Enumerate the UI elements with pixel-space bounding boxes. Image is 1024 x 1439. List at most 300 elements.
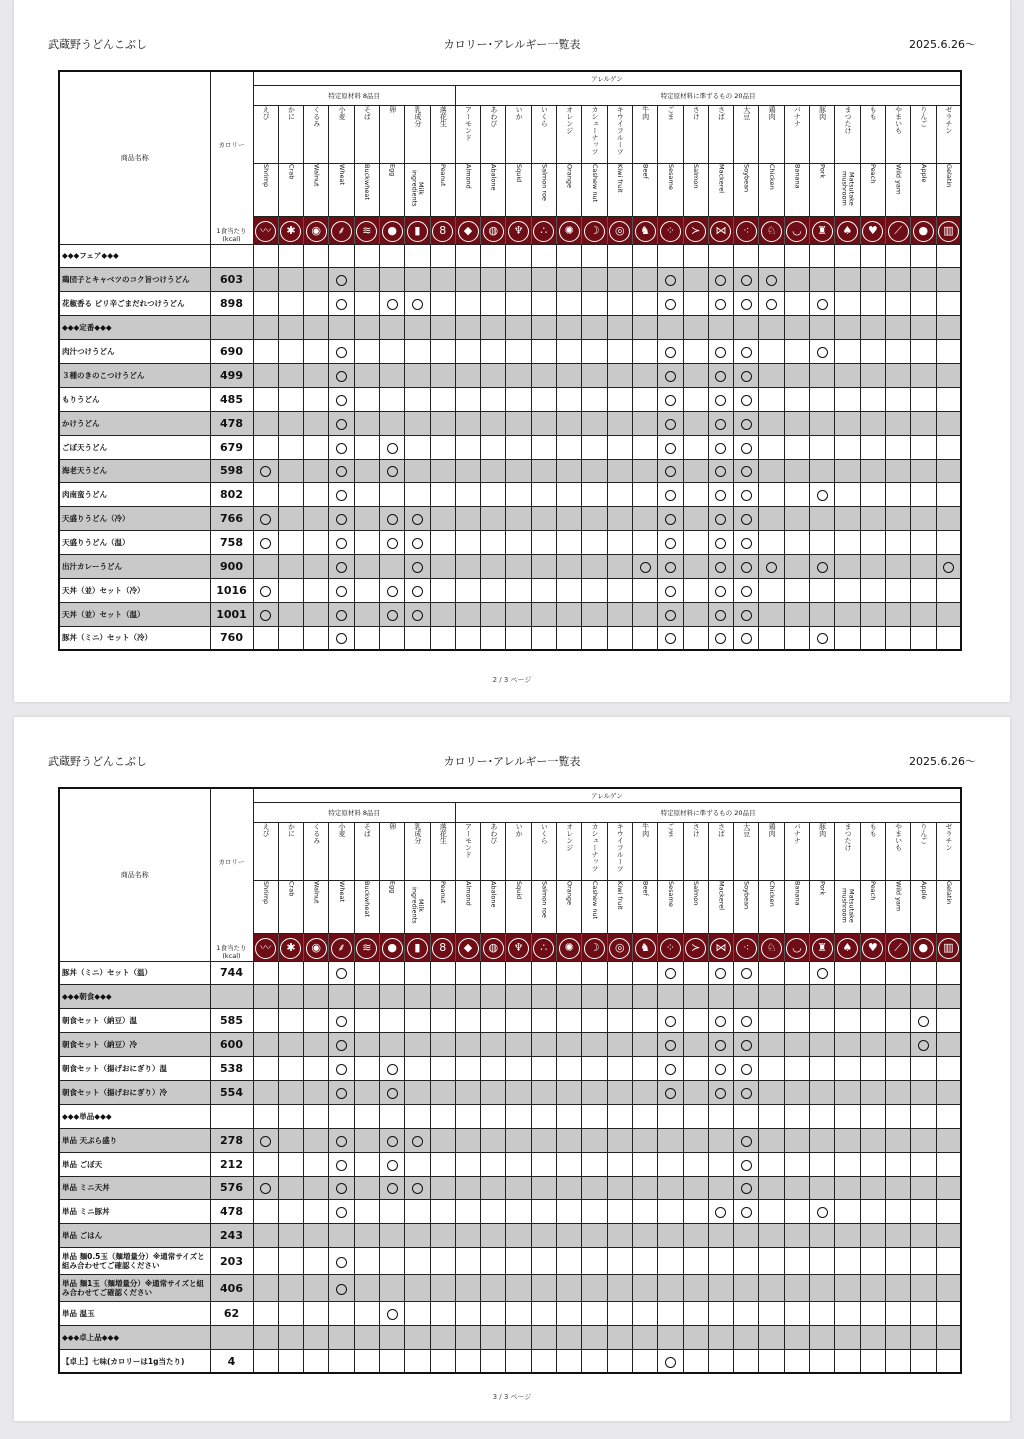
product-name: 天盛りうどん（冷） [59, 507, 210, 531]
allergen-icon-cell [506, 216, 531, 244]
allergen-cell [835, 1224, 860, 1248]
allergen-cell [430, 602, 455, 626]
allergen-cell [253, 1200, 278, 1224]
allergen-cell [405, 340, 430, 364]
allergen-cell [582, 1033, 607, 1057]
allergen-icon-cell [784, 216, 809, 244]
allergen-cell [607, 459, 632, 483]
allergen-en-name: Wheat [329, 163, 354, 216]
allergen-jp-name: あわび [481, 105, 506, 163]
allergen-cell [329, 1057, 354, 1081]
chicken-icon: ♘ [761, 938, 782, 959]
allergen-cell [911, 602, 936, 626]
allergen-cell [708, 626, 733, 650]
allergen-cell [860, 1349, 885, 1373]
banana-icon: ◡ [786, 938, 807, 959]
allergen-cell [329, 459, 354, 483]
allergen-cell [860, 1009, 885, 1033]
specific-20-header: 特定原材料に準ずるもの 20品目 [455, 85, 961, 105]
allergen-cell [784, 602, 809, 626]
allergen-cell [506, 1057, 531, 1081]
contains-mark [260, 610, 271, 621]
allergen-cell [557, 531, 582, 555]
allergen-cell [708, 1275, 733, 1302]
allergen-cell [784, 1224, 809, 1248]
allergen-en-name: Crab [278, 880, 303, 933]
allergen-cell [582, 411, 607, 435]
allergen-icon-cell [304, 933, 329, 961]
allergen-cell [557, 387, 582, 411]
product-name: かけうどん [59, 411, 210, 435]
allergen-cell [253, 1033, 278, 1057]
allergen-cell [481, 1248, 506, 1275]
allergen-cell [860, 578, 885, 602]
allergen-cell [506, 316, 531, 340]
contains-mark [336, 514, 347, 525]
contains-mark [387, 1160, 398, 1171]
allergen-cell [304, 602, 329, 626]
orange-icon: ✺ [559, 221, 580, 242]
allergen-cell [734, 1302, 759, 1326]
allergen-cell [329, 961, 354, 985]
allergen-cell [329, 602, 354, 626]
contains-mark [665, 586, 676, 597]
allergen-cell [607, 985, 632, 1009]
allergen-cell [632, 1302, 657, 1326]
allergen-jp-name: オレンジ [557, 105, 582, 163]
allergen-cell [379, 1176, 404, 1200]
allergen-cell [936, 459, 961, 483]
allergen-cell [734, 268, 759, 292]
allergen-cell [632, 578, 657, 602]
allergen-cell [810, 1080, 835, 1104]
allergen-cell [658, 268, 683, 292]
contains-mark [715, 1088, 726, 1099]
allergen-cell [860, 626, 885, 650]
allergen-cell [936, 292, 961, 316]
allergen-cell [911, 244, 936, 268]
allergen-cell [658, 316, 683, 340]
product-name: 単品 ミニ天丼 [59, 1176, 210, 1200]
contains-mark [336, 1064, 347, 1075]
allergen-cell [329, 578, 354, 602]
allergen-cell [911, 316, 936, 340]
product-name: 海老天うどん [59, 459, 210, 483]
allergen-cell [708, 555, 733, 579]
allergen-cell [936, 1152, 961, 1176]
allergen-cell [860, 961, 885, 985]
allergen-cell [658, 1349, 683, 1373]
allergen-cell [430, 1176, 455, 1200]
allergen-en-name: Orange [557, 163, 582, 216]
allergen-cell [759, 531, 784, 555]
allergen-cell [810, 1057, 835, 1081]
contains-mark [741, 562, 752, 573]
allergen-cell [278, 316, 303, 340]
allergen-cell [734, 459, 759, 483]
allergen-cell [455, 1248, 480, 1275]
allergen-cell [531, 1057, 556, 1081]
allergen-en-name: Almond [455, 163, 480, 216]
allergen-cell [860, 1200, 885, 1224]
allergen-cell [936, 507, 961, 531]
allergen-cell [911, 555, 936, 579]
allergen-icon-cell [607, 933, 632, 961]
allergen-cell [329, 363, 354, 387]
allergen-cell [531, 1275, 556, 1302]
section-row [59, 316, 961, 340]
allergen-icon-cell [810, 216, 835, 244]
squid-icon: ♆ [508, 938, 529, 959]
product-name: 単品 ごぼ天 [59, 1152, 210, 1176]
allergen-cell [557, 1275, 582, 1302]
contains-mark [741, 347, 752, 358]
calorie-value [210, 244, 253, 268]
calorie-value: 478 [210, 411, 253, 435]
allergen-cell [354, 1057, 379, 1081]
calorie-value: 744 [210, 961, 253, 985]
allergen-en-name: Walnut [304, 880, 329, 933]
allergen-cell [683, 244, 708, 268]
calorie-value: 4 [210, 1349, 253, 1373]
allergen-cell [481, 1009, 506, 1033]
product-name: 出汁カレーうどん [59, 555, 210, 579]
allergen-cell [582, 459, 607, 483]
peanut-icon: 8 [432, 938, 453, 959]
allergen-cell [430, 626, 455, 650]
allergen-cell [582, 1200, 607, 1224]
allergen-cell [582, 1275, 607, 1302]
allergen-cell [354, 578, 379, 602]
allergen-cell [911, 411, 936, 435]
allergen-cell [557, 1200, 582, 1224]
table-row [59, 555, 961, 579]
allergen-cell [708, 1033, 733, 1057]
allergen-cell [354, 1152, 379, 1176]
contains-mark [336, 299, 347, 310]
allergen-cell [329, 626, 354, 650]
allergen-cell [607, 268, 632, 292]
calorie-value [210, 1104, 253, 1128]
allergen-cell [835, 1104, 860, 1128]
allergen-cell [734, 435, 759, 459]
allergen-cell [683, 1080, 708, 1104]
calorie-value: 554 [210, 1080, 253, 1104]
allergen-cell [683, 1057, 708, 1081]
allergen-cell [557, 1326, 582, 1350]
allergen-cell [658, 411, 683, 435]
allergen-cell [405, 1349, 430, 1373]
allergen-cell [304, 292, 329, 316]
allergen-cell [885, 602, 910, 626]
contains-mark [387, 466, 398, 477]
allergen-cell [911, 1349, 936, 1373]
allergen-cell [734, 626, 759, 650]
squid-icon: ♆ [508, 221, 529, 242]
allergen-cell [658, 626, 683, 650]
contains-mark [741, 419, 752, 430]
allergen-icon-cell [885, 216, 910, 244]
allergen-cell [430, 985, 455, 1009]
product-name: 鶏団子とキャベツのコク旨つけうどん [59, 268, 210, 292]
document-title: カロリー･アレルギー一覧表 [443, 38, 581, 51]
allergen-en-name: Buckwheat [354, 163, 379, 216]
allergen-cell [734, 1033, 759, 1057]
allergen-cell [683, 268, 708, 292]
allergen-cell [481, 387, 506, 411]
allergen-cell [557, 555, 582, 579]
table-row [59, 435, 961, 459]
shop-name: 武蔵野うどんこぶし [48, 755, 147, 768]
allergen-jp-name: 牛肉 [632, 105, 657, 163]
allergen-en-name: Shrimp [253, 880, 278, 933]
product-name: 肉汁つけうどん [59, 340, 210, 364]
allergen-cell [531, 1033, 556, 1057]
allergen-cell [734, 555, 759, 579]
allergen-cell [304, 1128, 329, 1152]
allergen-cell [607, 244, 632, 268]
allergen-cell [253, 1176, 278, 1200]
allergen-cell [911, 1302, 936, 1326]
allergen-cell [531, 1152, 556, 1176]
yam-icon: ⟋ [888, 221, 909, 242]
allergen-cell [354, 459, 379, 483]
calorie-value [210, 1326, 253, 1350]
allergen-cell [911, 985, 936, 1009]
allergen-cell [885, 1152, 910, 1176]
allergen-cell [329, 1080, 354, 1104]
allergen-icon-cell [506, 933, 531, 961]
allergen-cell [430, 459, 455, 483]
allergen-cell [911, 459, 936, 483]
allergen-icon-cell [405, 216, 430, 244]
allergen-cell [759, 244, 784, 268]
allergen-cell [810, 1176, 835, 1200]
allergen-cell [683, 411, 708, 435]
allergen-cell [911, 292, 936, 316]
allergen-cell [430, 1009, 455, 1033]
allergen-cell [531, 411, 556, 435]
allergen-cell [911, 1080, 936, 1104]
allergen-cell [658, 961, 683, 985]
allergen-icon-cell [734, 216, 759, 244]
allergen-cell [658, 1248, 683, 1275]
allergen-cell [506, 292, 531, 316]
allergen-cell [632, 244, 657, 268]
allergen-cell [582, 602, 607, 626]
allergen-cell [354, 363, 379, 387]
allergen-cell [455, 1224, 480, 1248]
contains-mark [260, 466, 271, 477]
allergen-cell [430, 1224, 455, 1248]
allergen-cell [405, 531, 430, 555]
allergen-cell [810, 1152, 835, 1176]
allergen-cell [860, 531, 885, 555]
allergen-cell [253, 1349, 278, 1373]
allergen-cell [708, 268, 733, 292]
allergen-jp-name: まつたけ [835, 105, 860, 163]
allergen-cell [683, 387, 708, 411]
allergen-jp-name: 鶏肉 [759, 822, 784, 880]
allergen-cell [304, 531, 329, 555]
product-name: 【卓上】七味(カロリーは1g当たり) [59, 1349, 210, 1373]
allergen-cell [708, 1248, 733, 1275]
contains-mark [387, 1183, 398, 1194]
allergen-jp-name: バナナ [784, 822, 809, 880]
allergen-cell [253, 507, 278, 531]
allergen-cell [557, 1080, 582, 1104]
allergen-cell [304, 483, 329, 507]
allergen-cell [278, 411, 303, 435]
contains-mark [715, 347, 726, 358]
peach-icon: ♥ [862, 938, 883, 959]
allergen-cell [405, 1033, 430, 1057]
allergen-en-name: Orange [557, 880, 582, 933]
allergen-cell [810, 1104, 835, 1128]
allergen-cell [860, 1152, 885, 1176]
beef-icon: ♞ [635, 938, 656, 959]
product-name: 朝食セット（揚げおにぎり）温 [59, 1057, 210, 1081]
allergen-cell [253, 1080, 278, 1104]
calorie-value: 690 [210, 340, 253, 364]
allergen-cell [481, 244, 506, 268]
allergen-cell [481, 316, 506, 340]
allergen-cell [455, 1176, 480, 1200]
allergen-cell [455, 985, 480, 1009]
allergen-en-name: Pork [810, 163, 835, 216]
contains-mark [387, 1309, 398, 1320]
section-row [59, 1104, 961, 1128]
allergen-cell [278, 1152, 303, 1176]
contains-mark [741, 610, 752, 621]
allergen-cell [759, 483, 784, 507]
allergen-cell [379, 1128, 404, 1152]
allergen-cell [430, 268, 455, 292]
allergen-cell [885, 340, 910, 364]
allergen-cell [607, 531, 632, 555]
allergen-jp-name: まつたけ [835, 822, 860, 880]
allergen-cell [278, 1176, 303, 1200]
allergen-jp-name: りんご [911, 105, 936, 163]
calorie-value: 478 [210, 1200, 253, 1224]
allergen-jp-name: ゼラチン [936, 105, 961, 163]
allergen-cell [810, 507, 835, 531]
allergen-cell [253, 411, 278, 435]
allergen-cell [430, 1326, 455, 1350]
allergen-icon-cell [354, 216, 379, 244]
calorie-value: 598 [210, 459, 253, 483]
allergen-cell [708, 1080, 733, 1104]
allergen-cell [835, 340, 860, 364]
milk-icon: ▮ [407, 938, 428, 959]
allergen-cell [506, 985, 531, 1009]
allergen-icon-cell [708, 216, 733, 244]
allergen-cell [860, 268, 885, 292]
allergen-cell [784, 340, 809, 364]
allergen-cell [557, 483, 582, 507]
calorie-value: 576 [210, 1176, 253, 1200]
crab-icon: ✱ [280, 938, 301, 959]
allergen-cell [683, 1302, 708, 1326]
allergen-cell [632, 1349, 657, 1373]
allergen-cell [860, 602, 885, 626]
allergen-cell [632, 1275, 657, 1302]
allergen-cell [582, 292, 607, 316]
allergen-jp-name: 落花生 [430, 822, 455, 880]
allergen-cell [557, 1009, 582, 1033]
document-title: カロリー･アレルギー一覧表 [443, 755, 581, 768]
allergen-cell [734, 292, 759, 316]
allergen-cell [885, 1176, 910, 1200]
allergen-cell [835, 626, 860, 650]
table-row [59, 507, 961, 531]
allergen-cell [658, 1275, 683, 1302]
contains-mark [741, 968, 752, 979]
allergen-cell [607, 316, 632, 340]
contains-mark [412, 1183, 423, 1194]
contains-mark [336, 275, 347, 286]
allergen-cell [632, 626, 657, 650]
allergen-en-name: Gelatin [936, 163, 961, 216]
salmon-roe-icon: ∴ [533, 221, 554, 242]
contains-mark [336, 1088, 347, 1099]
allergen-cell [632, 1009, 657, 1033]
calorie-value: 802 [210, 483, 253, 507]
allergen-cell [860, 363, 885, 387]
allergen-cell [329, 531, 354, 555]
allergen-cell [531, 340, 556, 364]
allergen-cell [835, 1152, 860, 1176]
allergen-en-name: Soybean [734, 163, 759, 216]
allergen-cell [253, 316, 278, 340]
allergen-cell [708, 507, 733, 531]
allergen-cell [506, 1275, 531, 1302]
allergen-cell [557, 292, 582, 316]
allergen-cell [379, 602, 404, 626]
allergen-cell [658, 340, 683, 364]
allergen-cell [481, 340, 506, 364]
allergen-cell [531, 961, 556, 985]
allergen-cell [278, 602, 303, 626]
contains-mark [665, 562, 676, 573]
allergen-cell [936, 1200, 961, 1224]
mackerel-icon: ⋈ [710, 938, 731, 959]
allergen-cell [506, 1152, 531, 1176]
allergen-cell [354, 1080, 379, 1104]
allergen-cell [683, 1326, 708, 1350]
allergen-cell [531, 1128, 556, 1152]
allergen-cell [278, 1326, 303, 1350]
product-name: 単品 天ぷら盛り [59, 1128, 210, 1152]
allergen-cell [506, 435, 531, 459]
allergen-cell [632, 507, 657, 531]
buckwheat-icon: ≋ [356, 938, 377, 959]
allergen-cell [936, 531, 961, 555]
allergen-cell [304, 411, 329, 435]
contains-mark [741, 371, 752, 382]
allergen-cell [658, 1224, 683, 1248]
allergen-cell [708, 1200, 733, 1224]
allergen-cell [683, 578, 708, 602]
product-name: 単品 麺0.5玉（麺増量分）※通常サイズと組み合わせてご確認ください [59, 1248, 210, 1275]
allergen-cell [481, 435, 506, 459]
allergen-cell [379, 1302, 404, 1326]
allergen-cell [683, 292, 708, 316]
allergen-cell [759, 602, 784, 626]
kiwi-icon: ◎ [609, 221, 630, 242]
allergen-cell [531, 292, 556, 316]
allergen-cell [506, 1176, 531, 1200]
